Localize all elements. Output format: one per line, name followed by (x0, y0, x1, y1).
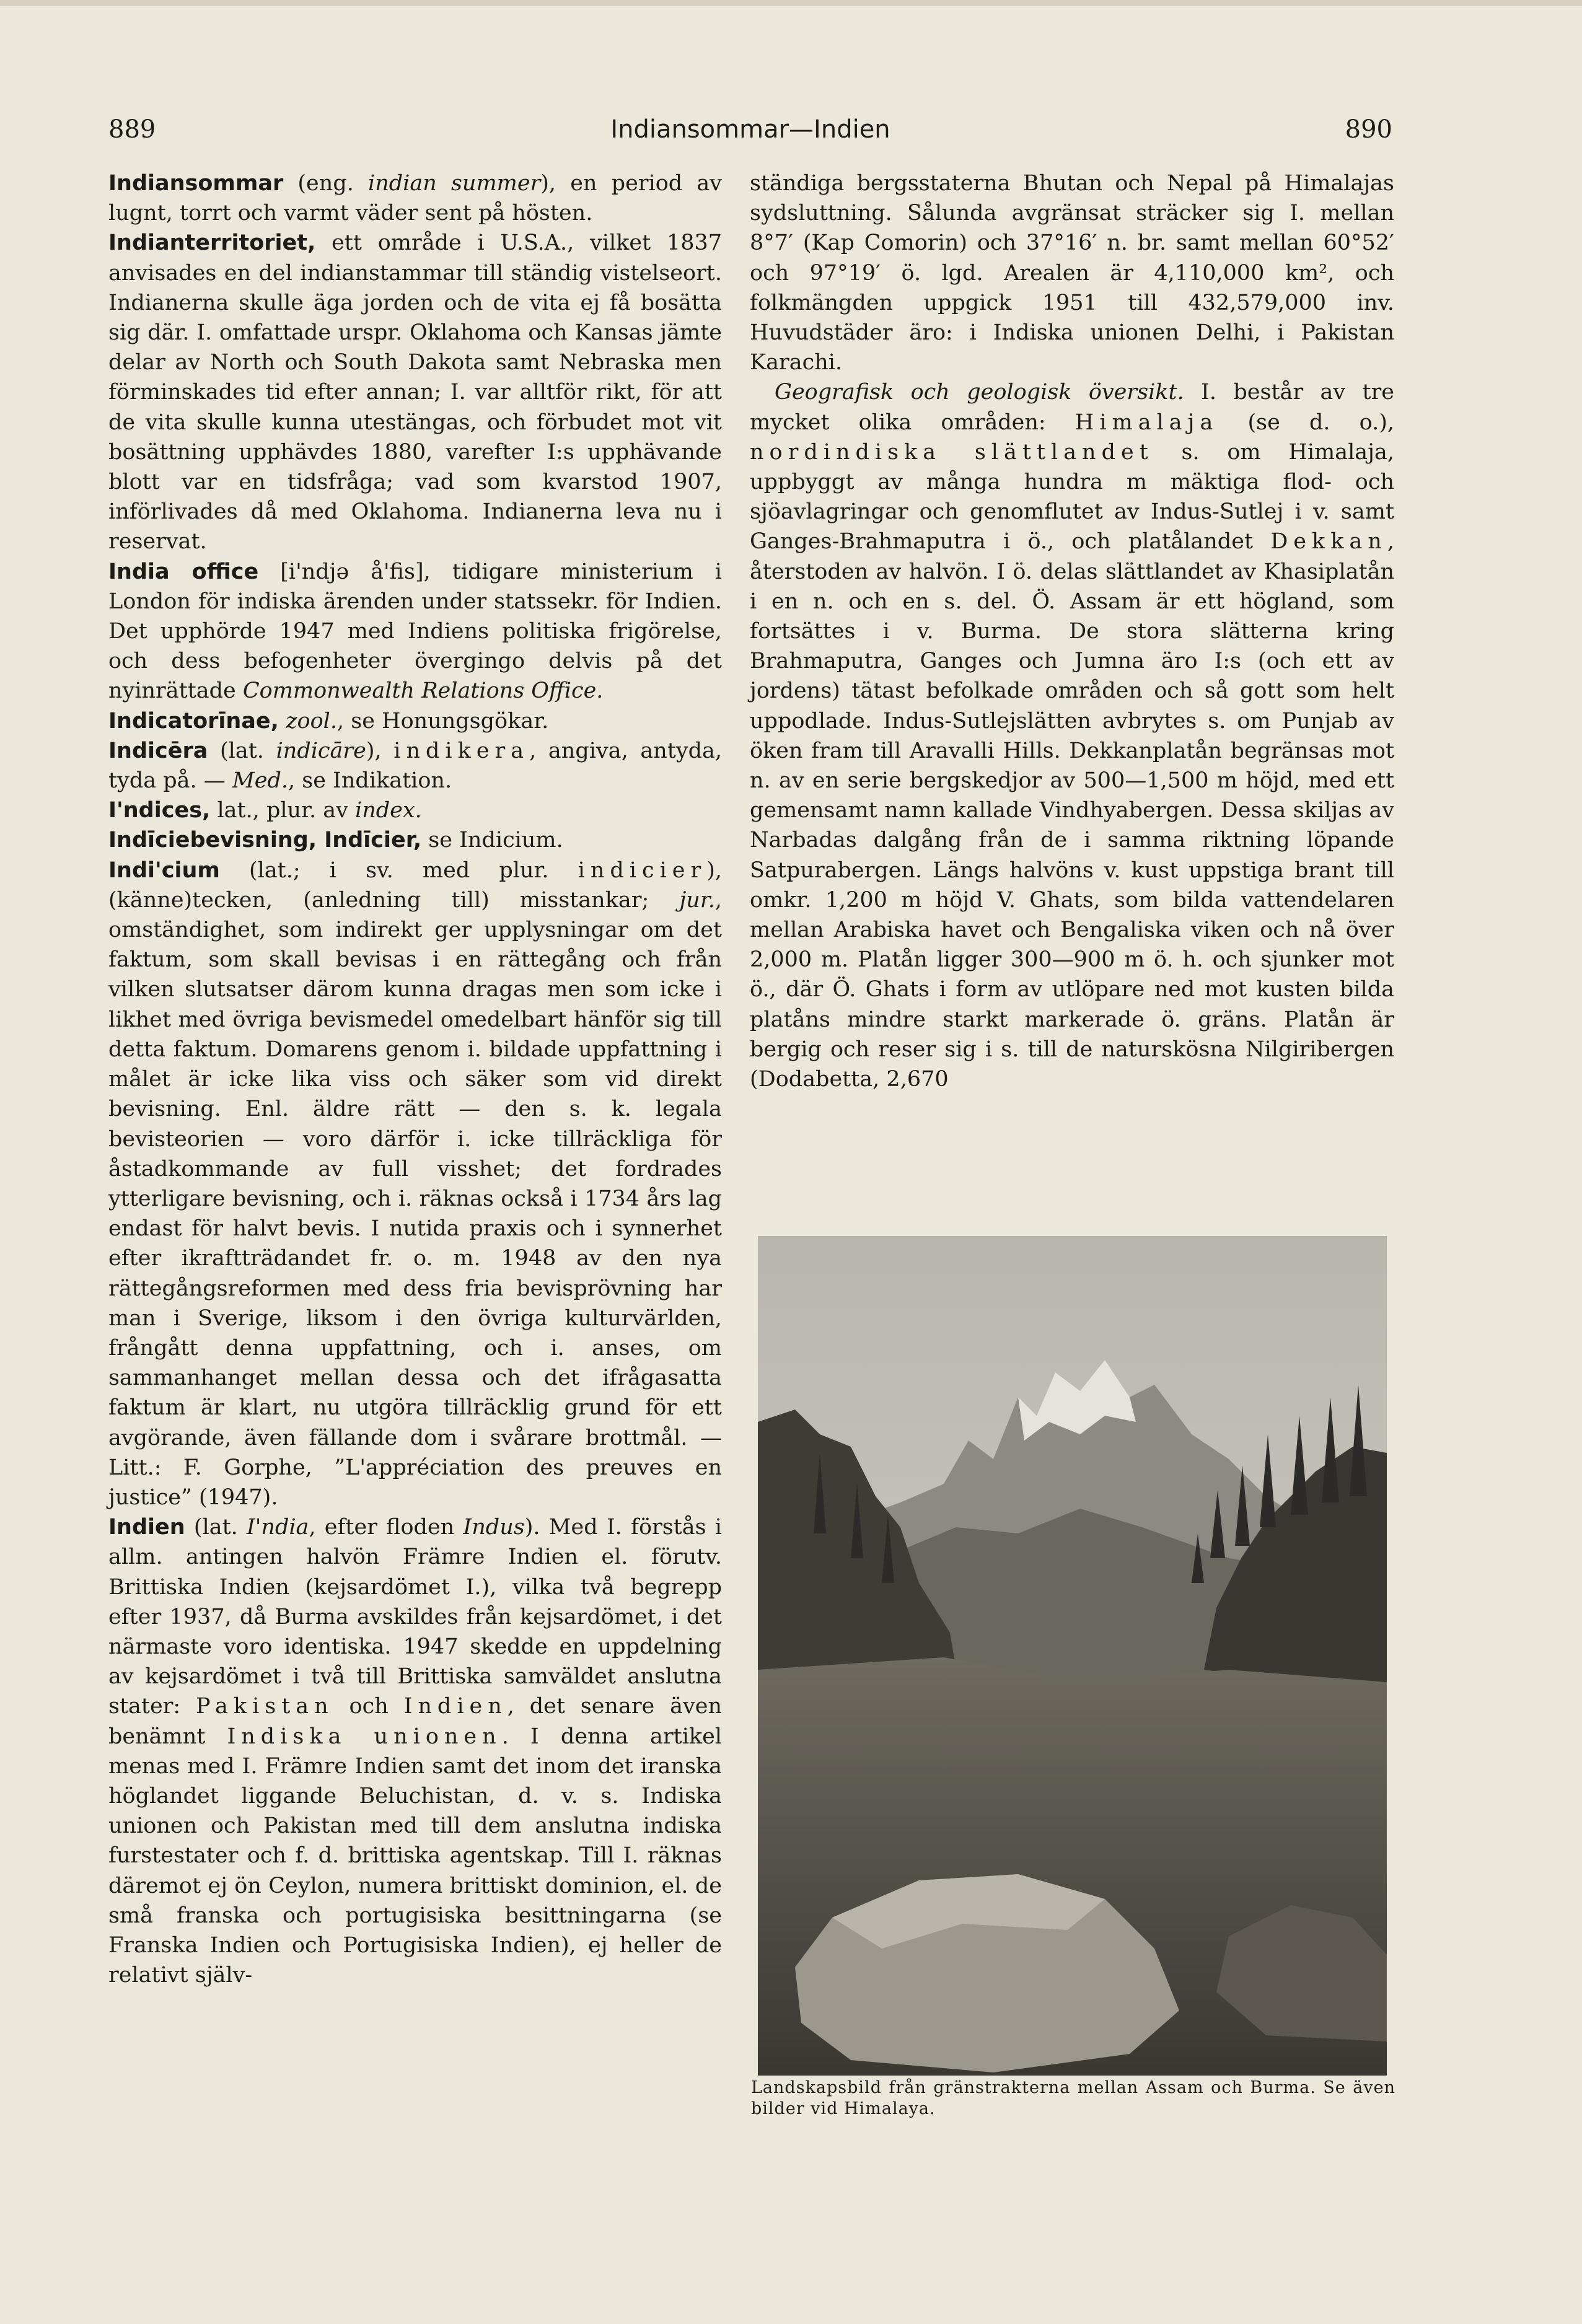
spaced-term: Himalaja (1074, 410, 1219, 435)
entry-indianterritoriet (108, 228, 722, 556)
paragraph-text: (se d. o.), (1218, 410, 1394, 435)
headword: Indicēra (108, 738, 208, 763)
photo-caption: Landskapsbild från gränstrakterna mellan Assam och Burma. Se även bilder vid Himalaya. (751, 2078, 1395, 2118)
entry-indiansommar (108, 169, 722, 228)
entry-spaced: indikera (393, 738, 530, 763)
entry-text: (lat. (185, 1515, 247, 1540)
headword: Indien (108, 1515, 185, 1540)
entry-text: lat., plur. av (210, 798, 355, 823)
entry-text: ett område i U.S.A., vilket 1837 anvisades en del indianstammar till ständig vistelseort. Indianerna skulle äga jorden och de vita ej få bosätta sig där. I. omfattade urspr. Oklahoma och Kansas jämte delar av North och South Dakota samt Nebraska men förminskades tid efter annan; I. var alltför rikt, för att de vita skulle kunna utestängas, och förbudet mot vit bosättning upphävdes 1880, varefter I:s upphävande blott var en tidsfråga; vad som kvarstod 1907, införlivades då med Oklahoma. Indianerna leva nu i reservat. (108, 230, 722, 555)
entry-text: ), en period av lugnt, torrt och varmt väder sent på hösten. (108, 171, 722, 226)
headword: Indiansommar (108, 171, 284, 196)
entry-text: ), (366, 738, 394, 763)
entry-italic: index. (355, 798, 422, 823)
left-column (108, 169, 722, 1990)
entry-spaced: Indiska unionen (227, 1724, 502, 1749)
entry-text: ). Med I. förstås i allm. antingen halvön Främre Indien el. förutv. Brittiska Indien (kejsardömet I.), vilka två begrepp efter 1937, då Burma avskildes från kejsardömet, i det närmaste voro identiska. 1947 skedde en uppdelning av kejsardömet i två till Brittiska samväldet anslutna stater: (108, 1515, 722, 1719)
entry-text: ), (känne)tecken, (anledning till) misstankar; (108, 857, 722, 913)
headword: I'ndices, (108, 798, 211, 823)
spaced-term: Dekkan (1270, 529, 1387, 555)
entry-italic: indian summer (368, 171, 541, 196)
headword: Indianterritoriet, (108, 230, 316, 256)
paragraph-text: I. består av tre mycket olika områden: (750, 380, 1395, 435)
paragraph-text: s. om Himalaja, uppbyggt av många hundra m mäktiga flod- och sjöavlagringar och genomflutet av Indus-Sutlej i v. samt Ganges-Brahmaputra i ö., och platålandet (750, 439, 1395, 555)
running-head (108, 115, 1392, 152)
entry-india-office (108, 557, 722, 706)
entry-italic: Med. (232, 768, 288, 794)
entry-text: . I denna artikel menas med I. Främre Indien samt det inom det iranska höglandet liggande Beluchistan, d. v. s. Indiska unionen och Pakistan med till dem anslutna indiska furstestater och f. d. brittiska agentskap. Till I. räknas däremot ej ön Ceylon, numera brittiskt dominion, el. de små franska och portugisiska besittningarna (se Franska Indien och Portugisiska Indien), ej heller de relativt själv- (108, 1724, 723, 1988)
headword: Indi'cium (108, 857, 220, 883)
headword: Indicatorīnae, (108, 708, 279, 734)
paragraph-geografisk-oversikt (750, 377, 1394, 1094)
paragraph-text: , återstoden av halvön. I ö. delas slättlandet av Khasiplatån i en n. och en s. del. Ö. Assam är ett högland, som fortsättes i v. Burma. De stora slätterna kring Brahmaputra, Ganges och Jumna äro I:s (och ett av jordens) tätast befolkade områden och så gott som helt uppodlade. Indus-Sutlejslätten avbrytes s. om Punjab av öken fram till Aravalli Hills. Dekkanplatån begränsas mot n. av en serie bergskedjor av 500—1,500 m höjd, med ett gemensamt namn kallade Vindhyabergen. Dessa skiljas av Narbadas dalgång från de i samma riktning löpande Satpurabergen. Längs halvöns v. kust uppstiga brant till omkr. 1,200 m höjd V. Ghats, som bilda vattendelaren mellan Arabiska havet och Bengaliska viken och nå över 2,000 m. Platån ligger 300—900 m ö. h. och sjunker mot ö., där Ö. Ghats i form av utlöpare ned mot kusten bilda platåns mindre starkt markerade ö. gräns. Platån är bergig och reser sig i s. till de naturskösna Nilgiribergen (Dodabetta, 2,670 (750, 529, 1394, 1092)
entry-text: och (333, 1694, 404, 1719)
entry-indiciebevisning (108, 825, 722, 855)
page-number-left: 889 (108, 115, 156, 144)
right-column (750, 169, 1394, 1094)
entry-indien (108, 1512, 722, 1990)
section-subheading: Geografisk och geologisk översikt. (775, 380, 1184, 405)
entry-text: , omständighet, som indirekt ger upplysningar om det faktum, som skall bevisas i en rättegång och från vilken slutsatser därom kunna dragas men som icke i likhet med övriga bevismedel omedelbart hänför sig till detta faktum. Domarens genom i. bildade uppfattning i målet är icke lika viss och säker som vid direkt bevisning. Enl. äldre rätt — den s. k. legala bevisteorien — voro därför i. icke tillräckliga för åstadkommande av full visshet; det fordrades ytterligare bevisning, och i. räknas också i 1734 års lag endast för halvt bevis. I nutida praxis och i synnerhet efter ikraftträdandet fr. o. m. 1948 av den nya rättegångsreformen med dess fria bevisprövning har man i Sverige, liksom i den övriga kulturvärlden, frångått denna uppfattning, och i. anses, om sammanhanget mellan dessa och det ifrågasatta faktum är klart, nu utgöra tillräcklig grund för ett avgörande, även fällande dom i svårare brottmål. — Litt.: F. Gorphe, ”L'appréciation des preuves en justice” (1947). (108, 887, 722, 1510)
page-edge (0, 0, 1582, 6)
running-head-title: Indiansommar—Indien (610, 115, 890, 144)
entry-italic: indicāre (276, 738, 366, 763)
entry-text: , se Indikation. (288, 768, 452, 794)
entry-indicatorinae (108, 706, 722, 736)
entry-indices (108, 796, 722, 825)
entry-text: , efter floden (309, 1515, 464, 1540)
headword: Indīciebevisning, Indīcier, (108, 828, 422, 853)
entry-italic: Commonwealth Relations Office. (242, 678, 604, 704)
entry-italic: I'ndia (246, 1515, 309, 1540)
entry-indicium (108, 856, 722, 1512)
entry-italic: Indus (463, 1515, 525, 1540)
entry-spaced: indicier (578, 857, 707, 883)
entry-text: , se Honungsgökar. (337, 708, 549, 734)
entry-text: (lat. (208, 738, 276, 763)
page-number-right: 890 (1345, 115, 1392, 144)
landscape-photo (758, 1236, 1387, 2076)
entry-text: , angiva, antyda, tyda på. — (108, 738, 722, 794)
entry-text: [i'ndjə å'fis], tidigare ministerium i London för indiska ärenden under statssekr. för Indien. Det upphörde 1947 med Indiens politiska frigörelse, och dess befogenheter övergingo delvis på det nyinrättade (108, 559, 723, 704)
entry-text: (lat.; i sv. med plur. (219, 857, 578, 883)
headword: India office (108, 559, 259, 584)
entry-spaced: Pakistan (196, 1694, 334, 1719)
entry-italic: jur. (679, 887, 715, 913)
entry-indicera (108, 736, 722, 796)
paragraph-continuation: ständiga bergsstaterna Bhutan och Nepal på Himalajas sydsluttning. Sålunda avgränsat sträcker sig I. mellan 8°7′ (Kap Comorin) och 37°16′ n. br. samt mellan 60°52′ och 97°19′ ö. lgd. Arealen är 4,110,000 km², och folkmängden uppgick 1951 till 432,579,000 inv. Huvudstäder äro: i Indiska unionen Delhi, i Pakistan Karachi. (750, 171, 1394, 375)
entry-text: (eng. (283, 171, 369, 196)
spaced-term: nordindiska slättlandet (750, 439, 1154, 465)
entry-text: se Indicium. (421, 828, 563, 853)
entry-italic: zool. (278, 708, 337, 734)
entry-spaced: Indien (403, 1694, 508, 1719)
entry-text: , det senare även benämnt (108, 1694, 722, 1749)
landscape-illustration (758, 1236, 1387, 2076)
